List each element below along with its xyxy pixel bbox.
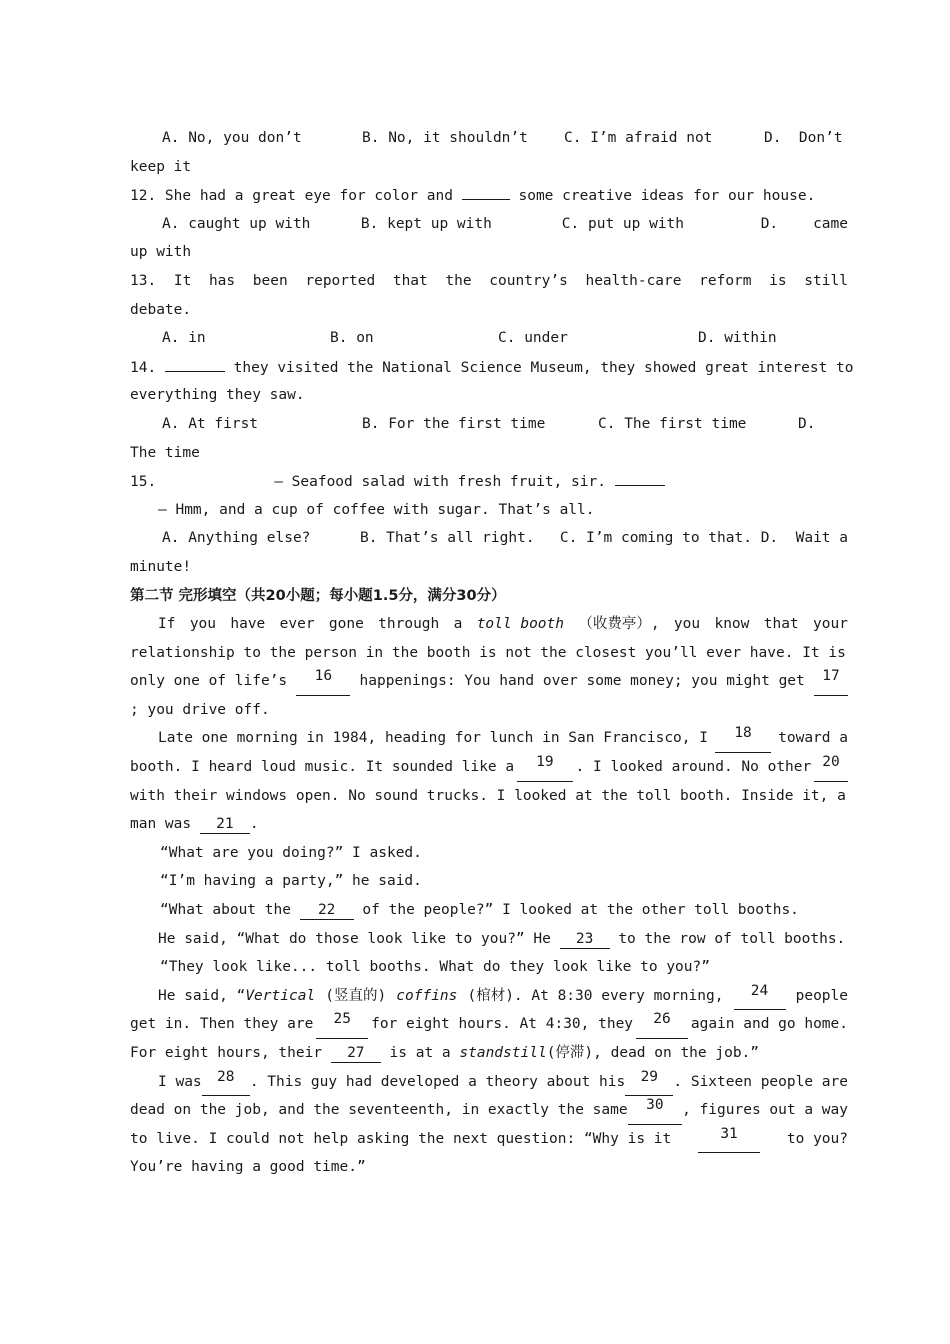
q11-option-d-cont: keep it: [130, 158, 192, 175]
q13-option-a: A. in: [162, 330, 206, 347]
passage-line: booth. I heard loud music. It sounded like a 19 . I looked around. No other 20: [130, 753, 848, 782]
passage-line: to live. I could not help asking the next question: “Why is it 31 to you?: [130, 1125, 848, 1154]
q15-option-d-cont: minute!: [130, 558, 192, 575]
answer-blank: 17: [814, 667, 848, 696]
q12-option-d-cont: up with: [130, 244, 192, 261]
q15-stem: 15. — Seafood salad with fresh fruit, sir.: [130, 467, 848, 496]
q11-option-b: B. No, it shouldn’t: [362, 130, 528, 146]
q14-option-c: C. The first time: [598, 415, 747, 432]
q14-option-d: D.: [798, 415, 816, 432]
answer-blank: 21: [200, 815, 250, 834]
passage-line: I was 28 . This guy had developed a theory about his 29 . Sixteen people are: [130, 1068, 848, 1097]
answer-blank: 30: [628, 1096, 682, 1125]
q14-stem: 14. they visited the National Science Museum, they showed great interest to: [130, 353, 848, 382]
q15-option-b: B. That’s all right.: [359, 530, 535, 547]
q12-option-c: C. put up with: [561, 215, 685, 232]
answer-blank: 19: [517, 753, 573, 782]
passage-line: Late one morning in 1984, heading for lunch in San Francisco, I 18 toward a: [130, 724, 848, 753]
q14-option-a: A. At first: [162, 415, 259, 432]
answer-blank: 29: [625, 1068, 673, 1097]
passage-line: relationship to the person in the booth is not the closest you’ll ever have. It is: [130, 644, 846, 661]
q15-reply: — Hmm, and a cup of coffee with sugar. That’s all.: [158, 501, 595, 518]
q13-option-c: C. under: [498, 330, 568, 347]
answer-blank: 23: [560, 930, 610, 949]
q11-option-c: C. I’m afraid not: [564, 130, 713, 146]
q14-options: [130, 410, 848, 439]
answer-blank: [165, 353, 225, 372]
answer-blank: 28: [202, 1068, 250, 1097]
passage-line: get in. Then they are 25 for eight hours. At 4:30, they 26 again and go home.: [130, 1010, 848, 1039]
answer-blank: 18: [715, 724, 771, 753]
passage-line: “What are you doing?” I asked.: [160, 844, 422, 861]
answer-blank: 16: [296, 667, 350, 696]
passage-line: “What about the 22 of the people?” I looked at the other toll booths.: [160, 902, 799, 919]
q12-options: [130, 210, 848, 239]
section-title: 第二节 完形填空（共20小题；每小题1.5分，满分30分）: [130, 587, 506, 604]
answer-blank: 27: [331, 1044, 381, 1063]
passage-line: man was 21 .: [130, 816, 259, 833]
answer-blank: 20: [814, 753, 848, 782]
passage-line: only one of life’s 16 happenings: You hand over some money; you might get 17: [130, 667, 848, 696]
answer-blank: 26: [636, 1010, 688, 1039]
q14-option-b: B. For the first time: [362, 415, 546, 432]
q12-option-a: A. caught up with: [162, 215, 311, 232]
answer-blank: 31: [698, 1125, 760, 1154]
q14-option-d-cont: The time: [130, 444, 200, 461]
q15-options: [130, 524, 848, 553]
answer-blank: 22: [300, 901, 354, 920]
passage-line: He said, “Vertical (竖直的) coffins (棺材). At 8:30 every morning, 24 people: [130, 982, 848, 1011]
q13-stem: 13. It has been reported that the country’s health-care reform is still: [130, 272, 848, 289]
q13-option-b: B. on: [330, 330, 374, 347]
q12-option-b: B. kept up with: [360, 215, 492, 232]
answer-blank: 24: [734, 982, 786, 1011]
q15-option-c: C. I’m coming to that. D. Wait a: [559, 530, 848, 547]
passage-line: If you have ever gone through a toll booth （收费亭）, you know that your: [158, 616, 848, 633]
q14-stem-cont: everything they saw.: [130, 387, 305, 404]
passage-line: You’re having a good time.”: [130, 1159, 366, 1176]
q12-stem: 12. She had a great eye for color and some creative ideas for our house.: [130, 181, 848, 210]
passage-line: with their windows open. No sound trucks. I looked at the toll booth. Inside it, a: [130, 787, 846, 804]
q11-option-a: A. No, you don’t: [162, 130, 302, 146]
answer-blank: [615, 467, 665, 486]
q11-option-d: D. Don’t: [764, 130, 843, 146]
exam-page: [130, 124, 854, 1182]
passage-line: dead on the job, and the seventeenth, in exactly the same 30 , figures out a way: [130, 1096, 848, 1125]
passage-line: “I’m having a party,” he said.: [160, 873, 422, 890]
q13-options: [130, 324, 848, 353]
q12-option-d: D. came: [760, 215, 849, 232]
q13-option-d: D. within: [698, 330, 777, 347]
answer-blank: 25: [316, 1010, 368, 1039]
passage-line: ; you drive off.: [130, 701, 270, 718]
passage-line: For eight hours, their 27 is at a standstill(停滞), dead on the job.”: [130, 1045, 760, 1061]
passage-line: He said, “What do those look like to you?” He 23 to the row of toll booths.: [158, 930, 846, 947]
q11-options: [130, 124, 848, 153]
q13-stem-cont: debate.: [130, 301, 192, 318]
q15-option-a: A. Anything else?: [162, 530, 311, 547]
answer-blank: [462, 181, 510, 200]
passage-line: “They look like... toll booths. What do they look like to you?”: [160, 959, 710, 976]
